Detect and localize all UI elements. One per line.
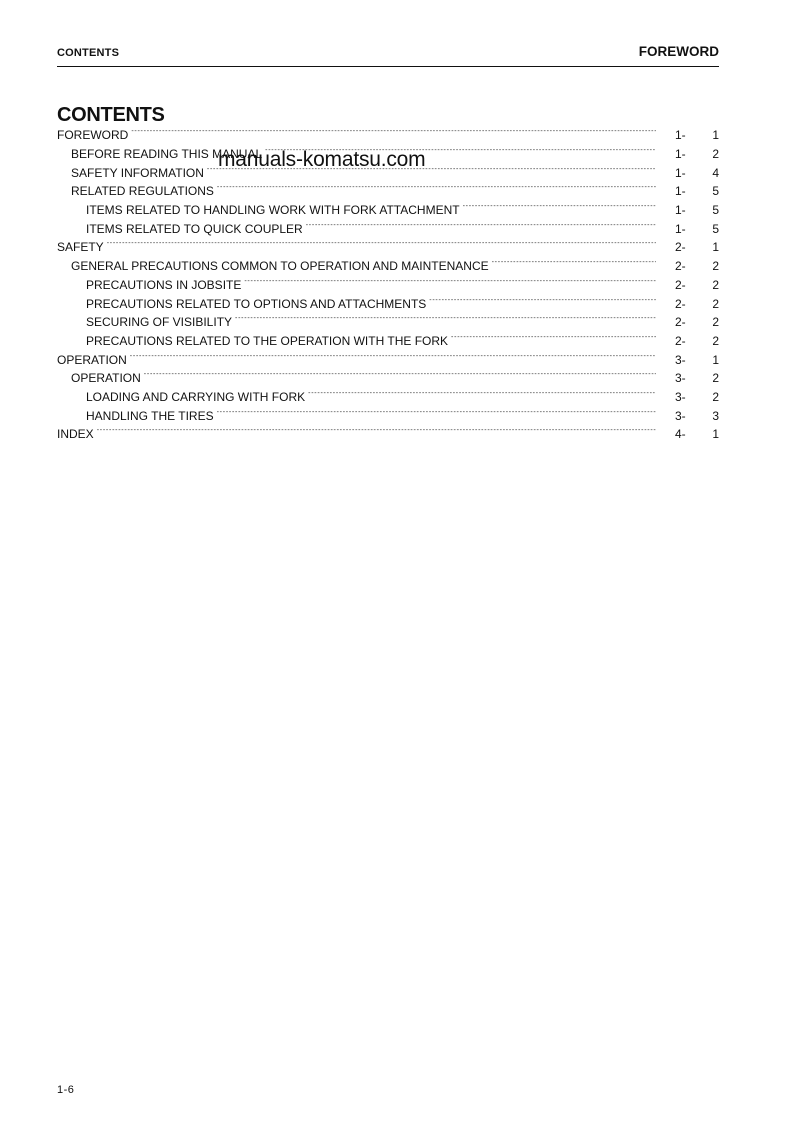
toc-page-number: 2 [712,296,719,311]
toc-entry[interactable] [57,388,719,407]
toc-entry-label: INDEX [57,427,97,441]
toc-chapter-number: 2- [675,333,686,348]
page-title: CONTENTS [57,104,165,126]
toc-entry[interactable] [57,238,719,257]
toc-dot-leader [217,185,656,197]
toc-chapter-number: 2- [675,240,686,255]
toc-entry[interactable] [57,332,719,351]
toc-dot-leader [308,391,656,403]
header-section-label: CONTENTS [57,47,120,59]
toc-entry-label: OPERATION [57,371,144,385]
toc-dot-leader [429,298,656,310]
header-chapter-label: FOREWORD [638,44,719,59]
toc-page-number: 2 [712,389,719,404]
watermark-text: manuals-komatsu.com [218,148,426,171]
toc-entry-label: PRECAUTIONS RELATED TO THE OPERATION WITH THE FORK [57,334,451,348]
toc-entry-label: GENERAL PRECAUTIONS COMMON TO OPERATION AND MAINTENANCE [57,259,492,273]
toc-chapter-number: 2- [675,277,686,292]
toc-entry-label: SECURING OF VISIBILITY [57,315,235,329]
toc-entry[interactable] [57,425,719,444]
toc-dot-leader [130,354,656,366]
toc-entry[interactable] [57,294,719,313]
toc-entry-label: SAFETY INFORMATION [57,166,207,180]
toc-chapter-number: 2- [675,259,686,274]
toc-entry[interactable] [57,257,719,276]
toc-page-number: 1 [712,128,719,143]
toc-entry-label: RELATED REGULATIONS [57,184,217,198]
toc-entry-page [656,184,719,198]
page-header [57,44,719,67]
toc-entry-label: BEFORE READING THIS MANUAL [57,147,265,161]
toc-page-number: 1 [712,240,719,255]
toc-chapter-number: 2- [675,315,686,330]
table-of-contents [57,126,719,444]
toc-entry-page [656,147,719,161]
toc-entry-label: ITEMS RELATED TO QUICK COUPLER [57,222,306,236]
toc-dot-leader [217,410,656,422]
toc-chapter-number: 1- [675,147,686,162]
toc-page-number: 5 [712,203,719,218]
toc-chapter-number: 3- [675,352,686,367]
toc-entry-page [656,315,719,329]
toc-chapter-number: 3- [675,389,686,404]
toc-chapter-number: 3- [675,371,686,386]
toc-entry-page [656,128,719,142]
toc-entry-page [656,240,719,254]
toc-entry[interactable] [57,276,719,295]
toc-chapter-number: 4- [675,427,686,442]
toc-entry[interactable] [57,350,719,369]
toc-page-number: 1 [712,352,719,367]
toc-chapter-number: 1- [675,165,686,180]
toc-page-number: 2 [712,277,719,292]
toc-page-number: 2 [712,333,719,348]
toc-entry-page [656,371,719,385]
toc-dot-leader [451,335,656,347]
toc-page-number: 4 [712,165,719,180]
toc-entry-label: FOREWORD [57,128,131,142]
toc-dot-leader [492,260,656,272]
toc-entry-label: OPERATION [57,353,130,367]
toc-page-number: 2 [712,315,719,330]
toc-chapter-number: 1- [675,221,686,236]
toc-entry-label: LOADING AND CARRYING WITH FORK [57,390,308,404]
toc-entry[interactable] [57,126,719,145]
toc-chapter-number: 3- [675,408,686,423]
toc-entry-page [656,222,719,236]
toc-page-number: 5 [712,184,719,199]
toc-entry-page [656,334,719,348]
toc-dot-leader [107,241,656,253]
toc-chapter-number: 1- [675,184,686,199]
toc-entry-label: ITEMS RELATED TO HANDLING WORK WITH FORK ATTACHMENT [57,203,463,217]
toc-entry-page [656,278,719,292]
toc-page-number: 2 [712,371,719,386]
toc-entry-page [656,353,719,367]
toc-entry-page [656,427,719,441]
toc-dot-leader [131,129,656,141]
toc-entry[interactable] [57,313,719,332]
toc-entry-label: SAFETY [57,240,107,254]
toc-entry-page [656,166,719,180]
toc-page-number: 2 [712,259,719,274]
toc-chapter-number: 2- [675,296,686,311]
toc-entry[interactable] [57,406,719,425]
toc-dot-leader [306,223,656,235]
toc-dot-leader [144,372,656,384]
toc-dot-leader [463,204,656,216]
toc-chapter-number: 1- [675,203,686,218]
toc-entry-label: PRECAUTIONS IN JOBSITE [57,278,244,292]
toc-entry-page [656,203,719,217]
toc-entry-page [656,297,719,311]
toc-entry-page [656,409,719,423]
toc-entry[interactable] [57,201,719,220]
toc-entry[interactable] [57,219,719,238]
toc-entry[interactable] [57,369,719,388]
toc-dot-leader [97,428,656,440]
toc-entry-label: PRECAUTIONS RELATED TO OPTIONS AND ATTACHMENTS [57,297,429,311]
toc-entry-page [656,259,719,273]
page-number: 1-6 [57,1084,75,1096]
toc-dot-leader [244,279,656,291]
toc-entry-page [656,390,719,404]
toc-chapter-number: 1- [675,128,686,143]
toc-entry[interactable] [57,182,719,201]
toc-page-number: 3 [712,408,719,423]
toc-dot-leader [235,316,656,328]
toc-page-number: 2 [712,147,719,162]
toc-page-number: 1 [712,427,719,442]
toc-page-number: 5 [712,221,719,236]
toc-entry-label: HANDLING THE TIRES [57,409,217,423]
